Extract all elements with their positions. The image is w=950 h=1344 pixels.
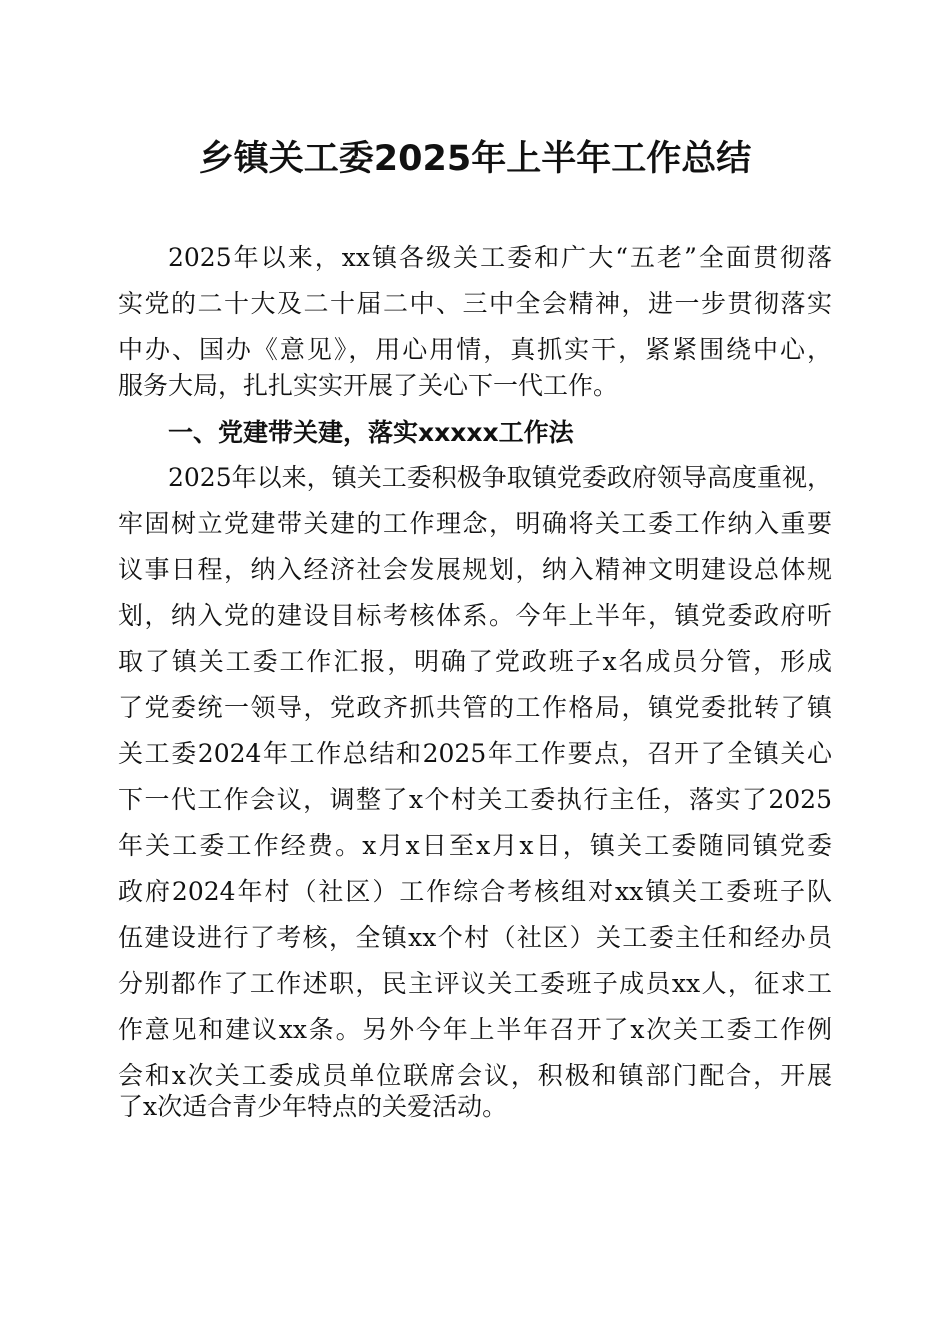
- paragraph-line: 服务大局，扎扎实实开展了关心下一代工作。: [118, 371, 619, 400]
- paragraph-line: 关工委2024年工作总结和2025年工作要点，召开了全镇关心: [118, 739, 832, 768]
- paragraph-line: 分别都作了工作述职，民主评议关工委班子成员xx人，征求工: [118, 969, 832, 998]
- document-title: 乡镇关工委2025年上半年工作总结: [198, 139, 752, 179]
- paragraph-line: 了党委统一领导，党政齐抓共管的工作格局，镇党委批转了镇: [118, 693, 832, 722]
- paragraph-line: 划，纳入党的建设目标考核体系。今年上半年，镇党委政府听: [118, 601, 832, 630]
- paragraph-line: 会和x次关工委成员单位联席会议，积极和镇部门配合，开展: [118, 1061, 832, 1090]
- paragraph-line: 2025年以来，镇关工委积极争取镇党委政府领导高度重视，: [168, 463, 832, 492]
- paragraph-line: 年关工委工作经费。x月x日至x月x日，镇关工委随同镇党委: [118, 831, 832, 860]
- paragraph-line: 议事日程，纳入经济社会发展规划，纳入精神文明建设总体规: [118, 555, 832, 584]
- paragraph-line: 实党的二十大及二十届二中、三中全会精神，进一步贯彻落实: [118, 289, 832, 318]
- paragraph-line: 伍建设进行了考核，全镇xx个村（社区）关工委主任和经办员: [118, 923, 832, 952]
- paragraph-line: 牢固树立党建带关建的工作理念，明确将关工委工作纳入重要: [118, 509, 832, 538]
- paragraph-line: 了x次适合青少年特点的关爱活动。: [118, 1092, 508, 1121]
- paragraph-line: 2025年以来，xx镇各级关工委和广大“五老”全面贯彻落: [168, 243, 832, 272]
- paragraph-line: 中办、国办《意见》，用心用情，真抓实干，紧紧围绕中心，: [118, 335, 832, 364]
- paragraph-line: 政府2024年村（社区）工作综合考核组对xx镇关工委班子队: [118, 877, 832, 906]
- section-heading: 一、党建带关建，落实xxxxx工作法: [168, 418, 574, 447]
- paragraph-line: 取了镇关工委工作汇报，明确了党政班子x名成员分管，形成: [118, 647, 832, 676]
- paragraph-line: 作意见和建议xx条。另外今年上半年召开了x次关工委工作例: [118, 1015, 832, 1044]
- paragraph-line: 下一代工作会议，调整了x个村关工委执行主任，落实了2025: [118, 785, 832, 814]
